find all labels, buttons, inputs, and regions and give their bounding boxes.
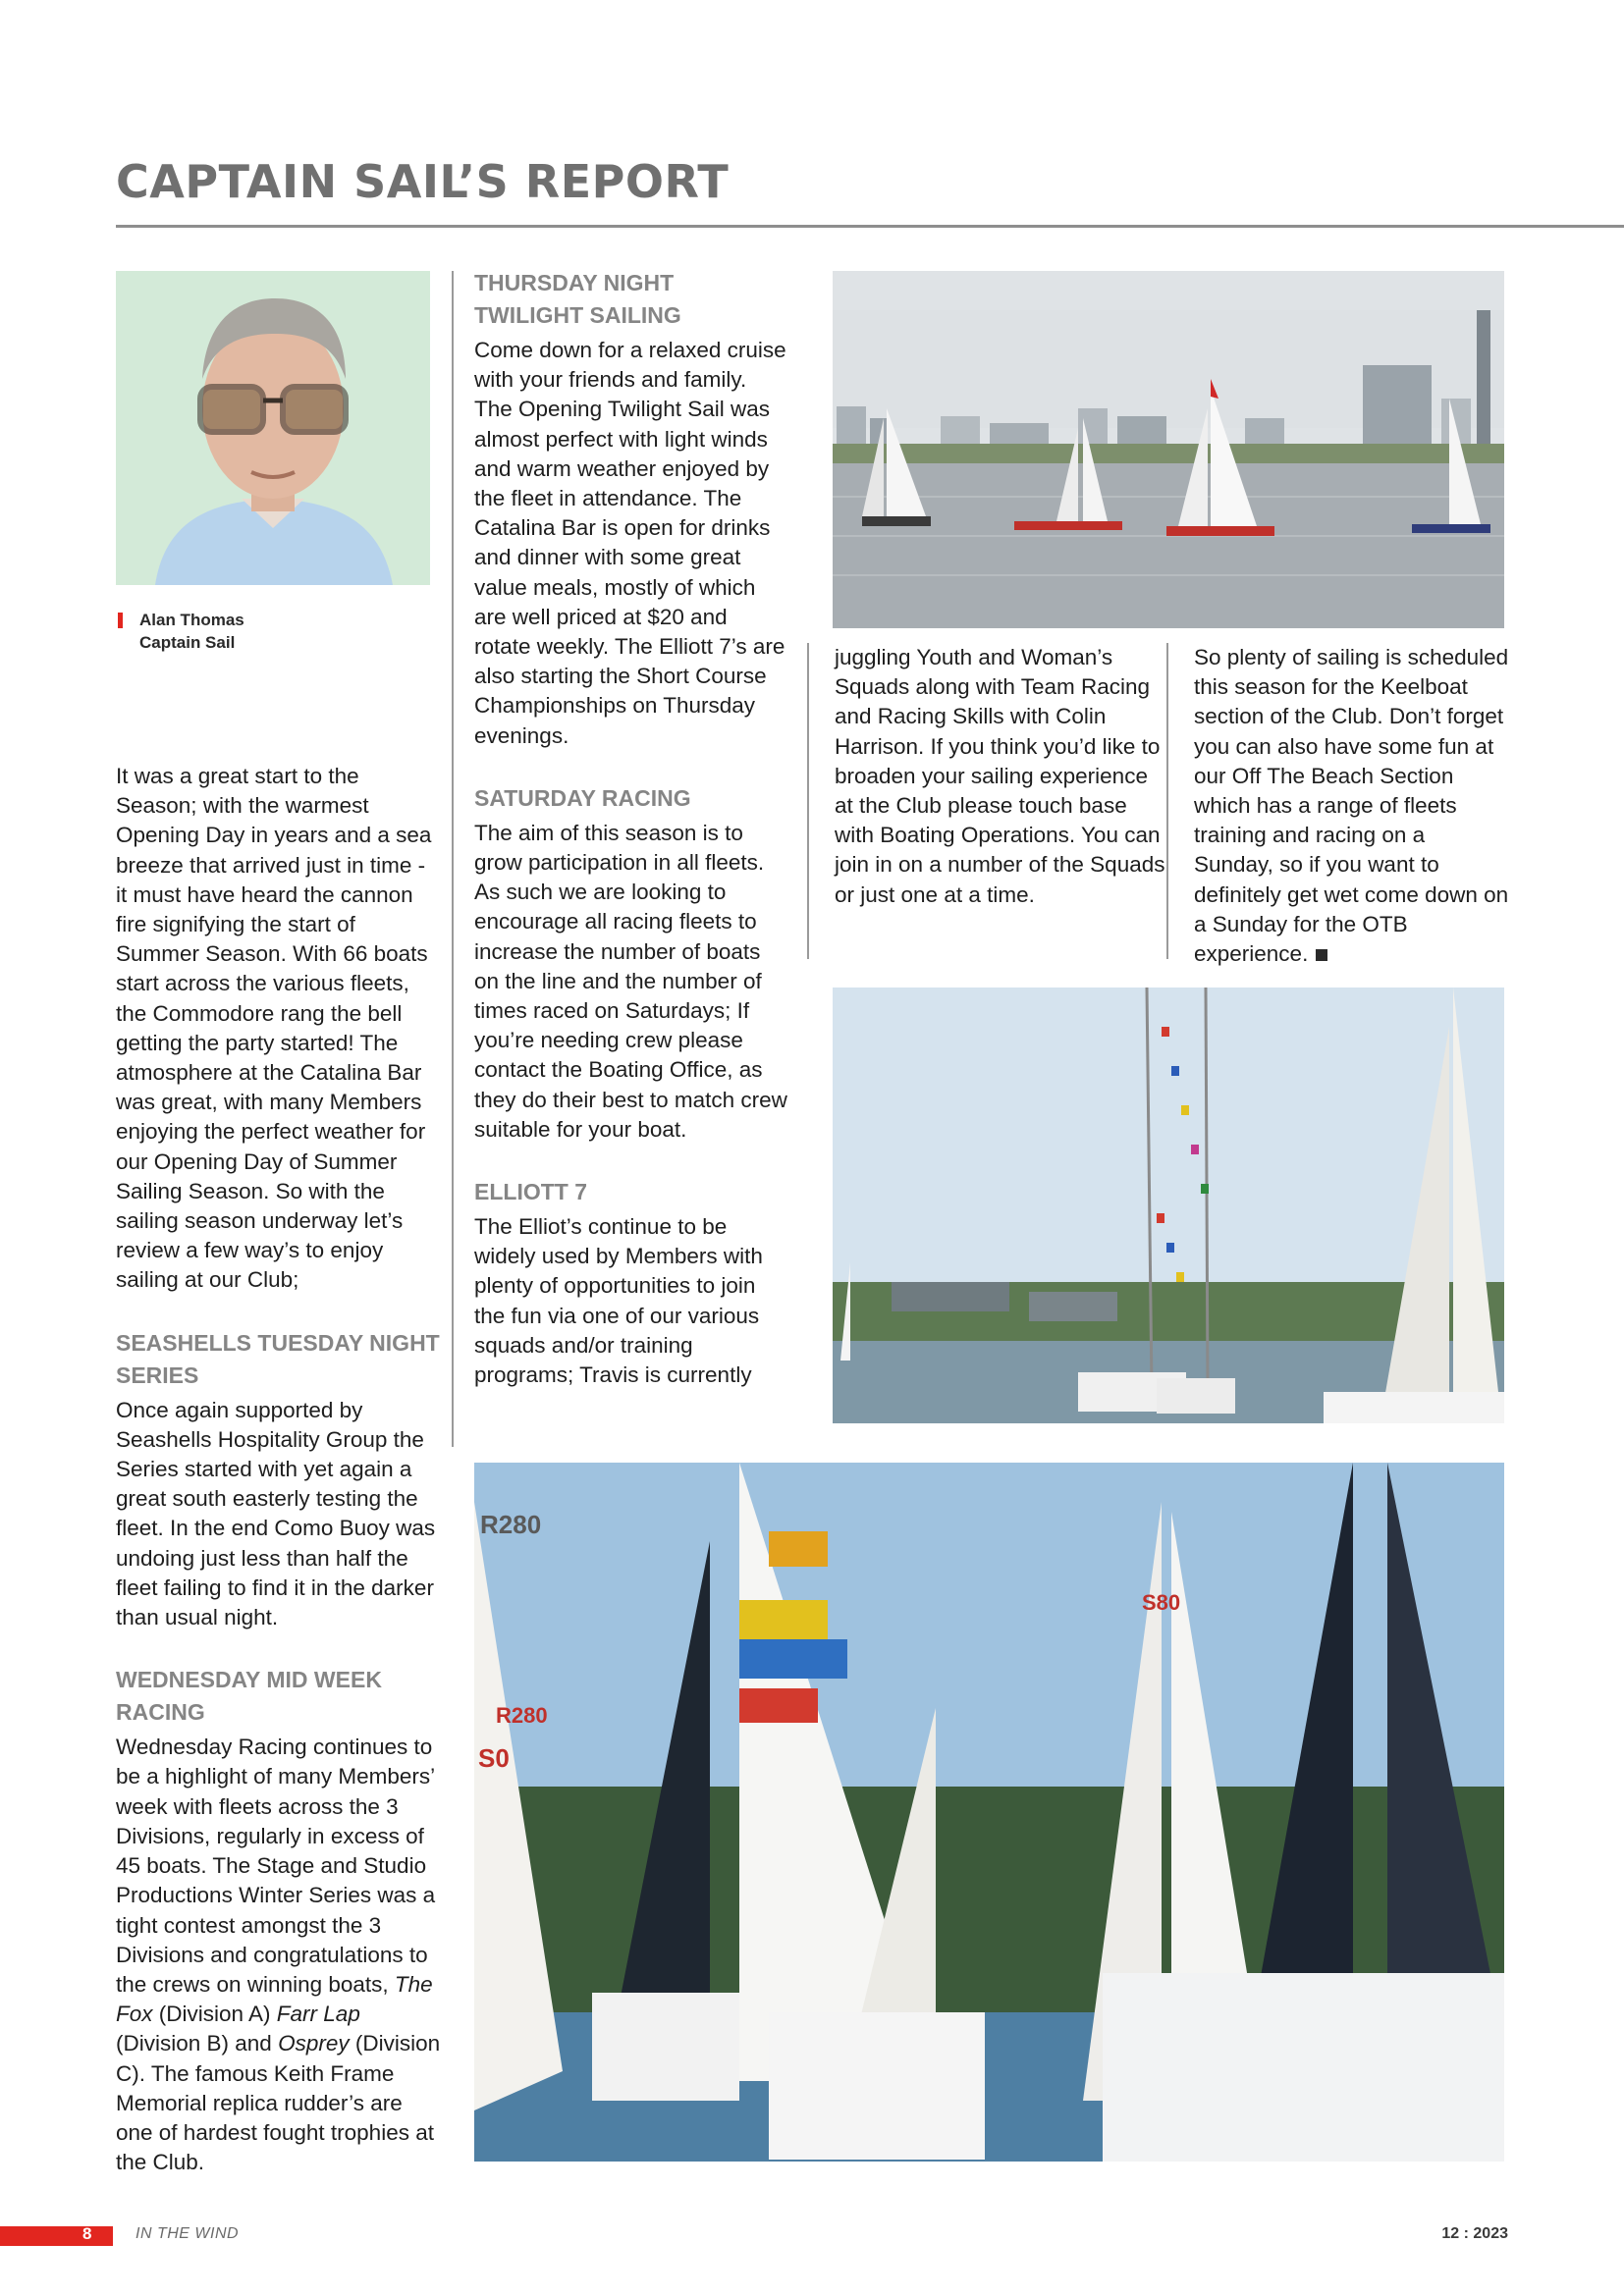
column-1 xyxy=(116,762,442,2177)
wednesday-paragraph xyxy=(116,1733,442,2177)
page-title: CAPTAIN SAIL’S REPORT xyxy=(116,155,730,208)
caption-marker xyxy=(118,613,123,628)
squads-paragraph: juggling Youth and Woman’s Squads along with Team Racing and Racing Skills with Colin Harrison. If you think you’d like to broaden your sailing experience at the Club please touch base with Boating Operations. You can join in on a number of the Squads or just one at a time. xyxy=(835,645,1165,907)
column-divider-2 xyxy=(807,643,809,959)
author-portrait xyxy=(116,271,430,585)
seashells-paragraph: Once again supported by Seashells Hospitality Group the Series started with yet again a great south easterly testing the fleet. In the end Como Buoy was undoing just less than half the fleet failing to find it in the darker than usual night. xyxy=(116,1397,436,1630)
wednesday-text-1: Wednesday Racing continues to be a highlight of many Members’ week with fleets across the 3 Divisions, regularly in excess of 45 boats. The Stage and Studio Productions Winter Series was a tight contest amongst the 3 Divisions and congratulations to the crews on winning boats, xyxy=(116,1735,436,1997)
sail-number-2: R280 xyxy=(496,1703,548,1728)
issue-date: 12 : 2023 xyxy=(1441,2225,1508,2242)
sail-number-4: S0 xyxy=(478,1743,510,1773)
seashells-heading: SEASHELLS TUESDAY NIGHT SERIES xyxy=(116,1329,440,1388)
thursday-paragraph: Come down for a relaxed cruise with your friends and family. The Opening Twilight Sail was almost perfect with light winds and warm weather enjoyed by the fleet in attendance. The Catalina Bar is open for drinks and dinner with some great value meals, mostly of which are well priced at $20 and rotate weekly. The Elliott 7’s are also starting the Short Course Championships on Thursday evenings. xyxy=(474,338,786,748)
sail-number-3: S80 xyxy=(1142,1590,1181,1615)
wednesday-text-3: (Division B) and xyxy=(116,2031,279,2056)
end-of-article-mark xyxy=(1316,949,1327,961)
closing-paragraph xyxy=(1194,643,1510,969)
intro-paragraph: It was a great start to the Season; with the warmest Opening Day in years and a sea breeze that arrived just in time - it must have heard the cannon fire signifying the start of Summer Season. With 66 boats start across the various fleets, the Commodore rang the bell getting the party started! The atmosphere at the Catalina Bar was great, with many Members enjoying the perfect weather for our Opening Day of Summer Sailing Season. So with the sailing season underway let’s review a few way’s to enjoy sailing at our Club; xyxy=(116,764,432,1293)
photo-flag-dressed-yachts xyxy=(833,988,1504,1423)
title-divider xyxy=(116,225,1624,228)
column-divider-3 xyxy=(1166,643,1168,959)
page-number: 8 xyxy=(82,2224,92,2243)
saturday-heading: SATURDAY RACING xyxy=(474,784,691,811)
column-4 xyxy=(1194,643,1510,969)
magazine-name: IN THE WIND xyxy=(135,2225,240,2242)
column-divider-1 xyxy=(452,271,454,1447)
saturday-paragraph: The aim of this season is to grow participation in all fleets. As such we are looking to encourage all racing fleets to increase the number of boats on the line and the number of times raced on Saturdays; If you’re needing crew please contact the Boating Office, as they do their best to match crew suitable for your boat. xyxy=(474,820,787,1142)
boat-name-fox: The Fox xyxy=(116,1971,433,2027)
elliott-heading: ELLIOTT 7 xyxy=(474,1179,587,1205)
photo-twilight-fleet xyxy=(833,271,1504,628)
author-name: Alan Thomas xyxy=(139,611,244,629)
footer-accent-bar xyxy=(0,2226,113,2246)
boat-name-farr-lap: Farr Lap xyxy=(276,2002,360,2027)
boat-name-osprey: Osprey xyxy=(278,2031,350,2056)
elliott-paragraph: The Elliot’s continue to be widely used by Members with plenty of opportunities to join the fun via one of our various squads and/or training programs; Travis is currently xyxy=(474,1214,763,1388)
photo-keelboat-fleet xyxy=(474,1463,1504,2162)
sail-number-1: R280 xyxy=(480,1510,542,1539)
column-2 xyxy=(474,267,788,1390)
column-3 xyxy=(835,643,1170,910)
thursday-heading: THURSDAY NIGHT TWILIGHT SAILING xyxy=(474,270,681,328)
closing-text: So plenty of sailing is scheduled this season for the Keelboat section of the Club. Don’t forget you can also have some fun at our Off The Beach Section which has a range of fleets training and racing on a Sunday, so if you want to definitely get wet come down on a Sunday for the OTB experience. xyxy=(1194,645,1509,967)
wednesday-heading: WEDNESDAY MID WEEK RACING xyxy=(116,1667,382,1726)
wednesday-text-4: (Division C). The famous Keith Frame Memorial replica rudder’s are one of hardest fought trophies at the Club. xyxy=(116,2031,441,2175)
author-caption xyxy=(118,609,244,654)
wednesday-text-2: (Division A) xyxy=(152,2002,277,2027)
author-role: Captain Sail xyxy=(139,633,236,652)
